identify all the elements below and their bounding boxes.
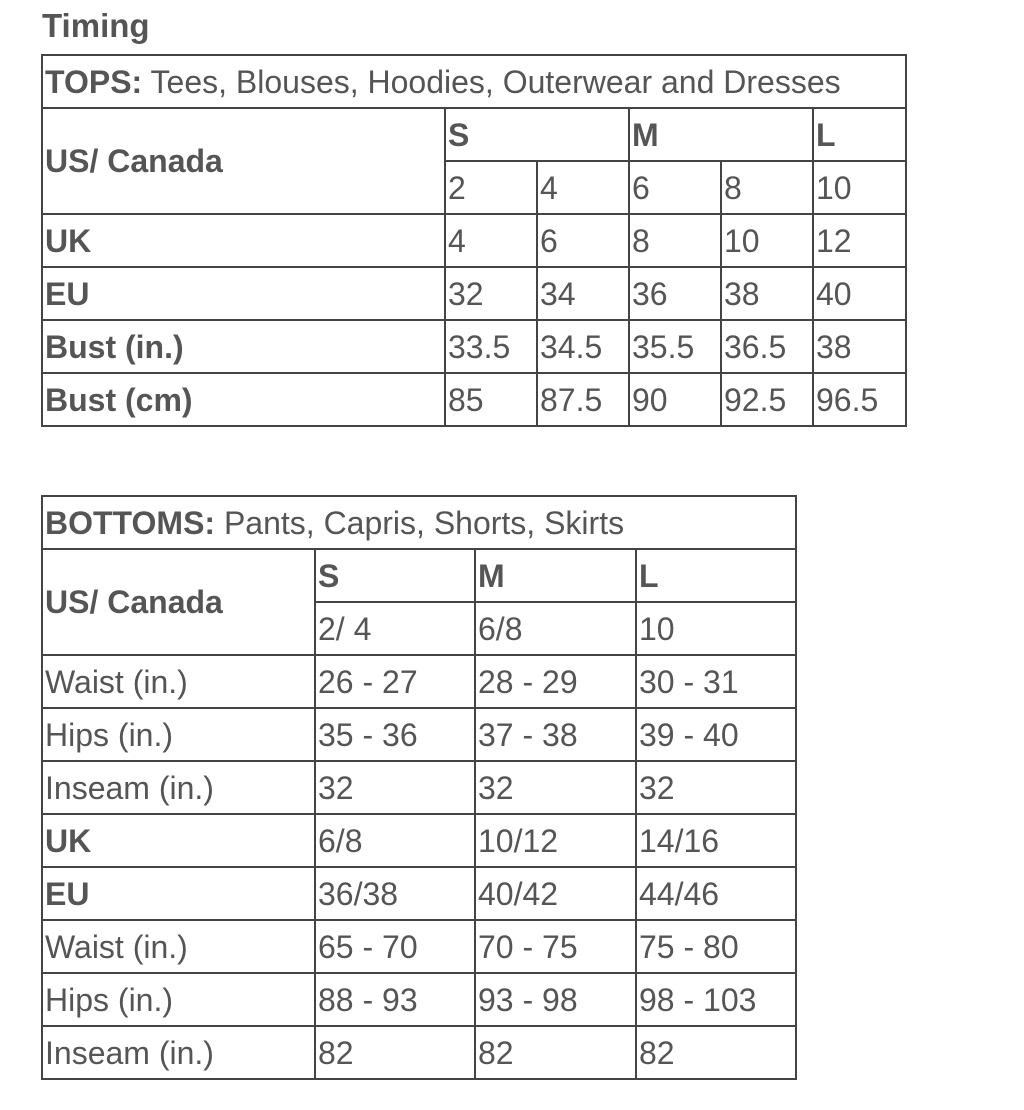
- table-cell: 33.5: [445, 320, 537, 373]
- tops-heading-row: [42, 55, 906, 108]
- table-row: [42, 867, 796, 920]
- tops-heading-bold: TOPS:: [45, 63, 143, 100]
- table-cell: 92.5: [721, 373, 813, 426]
- row-label: Waist (in.): [42, 920, 315, 973]
- table-cell: 14/16: [636, 814, 796, 867]
- table-cell: 85: [445, 373, 537, 426]
- table-cell: 36.5: [721, 320, 813, 373]
- table-cell: 35 - 36: [315, 708, 475, 761]
- bottoms-size-letter-row: [42, 549, 796, 602]
- tops-heading-cell: [42, 55, 906, 108]
- table-row: [42, 761, 796, 814]
- table-cell: 32: [315, 761, 475, 814]
- bottoms-heading-bold: BOTTOMS:: [45, 504, 216, 541]
- table-cell: 35.5: [629, 320, 721, 373]
- tops-size-letter-l: L: [813, 108, 906, 161]
- table-cell: 40/42: [475, 867, 636, 920]
- table-cell: 6/8: [315, 814, 475, 867]
- table-cell: 82: [475, 1026, 636, 1079]
- table-cell: 32: [445, 267, 537, 320]
- bottoms-size-letter-s: S: [315, 549, 475, 602]
- tops-size-letter-m: M: [629, 108, 813, 161]
- table-cell: 6: [537, 214, 629, 267]
- table-cell: 10/12: [475, 814, 636, 867]
- tops-us-size: 10: [813, 161, 906, 214]
- bottoms-size-letter-m: M: [475, 549, 636, 602]
- bottoms-us-size: 6/8: [475, 602, 636, 655]
- table-cell: 44/46: [636, 867, 796, 920]
- table-cell: 90: [629, 373, 721, 426]
- tops-us-label: US/ Canada: [42, 108, 445, 214]
- table-cell: 36/38: [315, 867, 475, 920]
- table-cell: 38: [813, 320, 906, 373]
- bottoms-size-letter-l: L: [636, 549, 796, 602]
- tops-us-size: 8: [721, 161, 813, 214]
- bottoms-heading-row: [42, 496, 796, 549]
- page-title: Timing: [42, 7, 150, 44]
- row-label: Waist (in.): [42, 655, 315, 708]
- table-row: [42, 814, 796, 867]
- tops-size-table: [41, 54, 907, 427]
- table-cell: 28 - 29: [475, 655, 636, 708]
- row-label: Inseam (in.): [42, 1026, 315, 1079]
- row-label: Inseam (in.): [42, 761, 315, 814]
- tops-us-size: 4: [537, 161, 629, 214]
- table-cell: 32: [475, 761, 636, 814]
- table-cell: 82: [315, 1026, 475, 1079]
- row-label: Bust (cm): [42, 373, 445, 426]
- row-label: UK: [42, 814, 315, 867]
- tops-us-size: 2: [445, 161, 537, 214]
- table-row: [42, 320, 906, 373]
- row-label: Hips (in.): [42, 708, 315, 761]
- row-label: Bust (in.): [42, 320, 445, 373]
- table-cell: 88 - 93: [315, 973, 475, 1026]
- table-cell: 8: [629, 214, 721, 267]
- table-cell: 32: [636, 761, 796, 814]
- bottoms-heading-cell: [42, 496, 796, 549]
- row-label: EU: [42, 267, 445, 320]
- tops-size-letter-row: [42, 108, 906, 161]
- table-cell: 30 - 31: [636, 655, 796, 708]
- table-cell: 98 - 103: [636, 973, 796, 1026]
- bottoms-us-size: 2/ 4: [315, 602, 475, 655]
- table-cell: 39 - 40: [636, 708, 796, 761]
- table-cell: 93 - 98: [475, 973, 636, 1026]
- table-cell: 37 - 38: [475, 708, 636, 761]
- tops-us-size: 6: [629, 161, 721, 214]
- table-row: [42, 973, 796, 1026]
- table-cell: 36: [629, 267, 721, 320]
- table-cell: 75 - 80: [636, 920, 796, 973]
- table-cell: 87.5: [537, 373, 629, 426]
- tops-heading-rest: Tees, Blouses, Hoodies, Outerwear and Dresses: [142, 63, 841, 100]
- table-cell: 34.5: [537, 320, 629, 373]
- table-cell: 34: [537, 267, 629, 320]
- bottoms-us-size: 10: [636, 602, 796, 655]
- table-cell: 96.5: [813, 373, 906, 426]
- table-row: [42, 214, 906, 267]
- table-cell: 4: [445, 214, 537, 267]
- table-row: [42, 267, 906, 320]
- table-cell: 65 - 70: [315, 920, 475, 973]
- row-label: Hips (in.): [42, 973, 315, 1026]
- table-cell: 12: [813, 214, 906, 267]
- table-row: [42, 708, 796, 761]
- table-cell: 26 - 27: [315, 655, 475, 708]
- row-label: UK: [42, 214, 445, 267]
- table-cell: 10: [721, 214, 813, 267]
- bottoms-size-table: [41, 495, 797, 1080]
- table-cell: 38: [721, 267, 813, 320]
- table-cell: 82: [636, 1026, 796, 1079]
- table-row: [42, 373, 906, 426]
- table-row: [42, 920, 796, 973]
- table-row: [42, 1026, 796, 1079]
- table-cell: 40: [813, 267, 906, 320]
- table-cell: 70 - 75: [475, 920, 636, 973]
- bottoms-heading-rest: Pants, Capris, Shorts, Skirts: [215, 504, 625, 541]
- table-row: [42, 655, 796, 708]
- row-label: EU: [42, 867, 315, 920]
- bottoms-us-label: US/ Canada: [42, 549, 315, 655]
- tops-size-letter-s: S: [445, 108, 629, 161]
